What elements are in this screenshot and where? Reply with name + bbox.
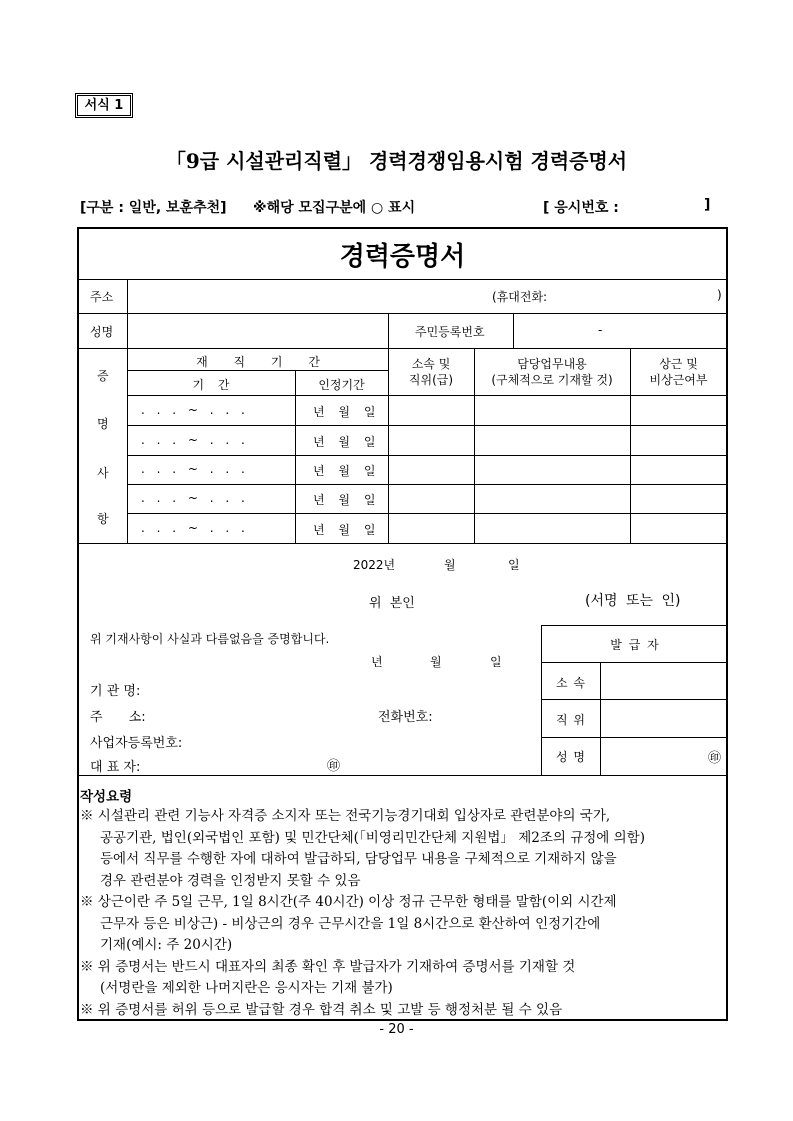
category-label: [구분 : 일반, 보훈추천] xyxy=(80,200,227,216)
biz-reg-label: 사업자등록번호: xyxy=(90,736,183,751)
issuer-dept-label: 소 속 xyxy=(556,676,585,690)
form-number-box xyxy=(75,93,133,118)
side-label-char: 증 xyxy=(97,369,109,383)
rrn-dash: - xyxy=(598,323,603,337)
address-label: 주소 xyxy=(90,290,114,304)
notes-title: 작성요령 xyxy=(80,789,133,805)
date-day: 일 xyxy=(508,558,520,572)
row-recognized: 년 월 일 xyxy=(313,523,376,537)
representative-label: 대 표 자: xyxy=(90,760,141,775)
rrn-label: 주민등록번호 xyxy=(415,325,485,339)
date-year: 2022년 xyxy=(353,558,396,572)
note-line: 경우 관련분야 경력을 인정받지 못할 수 있음 xyxy=(100,872,361,889)
note-line: 근무자 등은 비상근) - 비상근의 경우 근무시간을 1일 8시간으로 환산하여 인정기간에 xyxy=(100,915,601,932)
side-label-char: 사 xyxy=(97,466,109,480)
period-header: 재 직 기 간 xyxy=(196,355,320,369)
phone-label: (휴대전화: xyxy=(492,290,548,304)
note-line: (서명란을 제외한 나머지란은 응시자는 기재 불가) xyxy=(100,980,393,996)
exam-number-close: ] xyxy=(704,197,711,213)
org-phone-label: 전화번호: xyxy=(378,710,433,725)
form-number: 서식 1 xyxy=(77,95,131,116)
fulltime-header-2: 비상근여부 xyxy=(649,373,708,387)
exam-number-label: [ 응시번호 : xyxy=(543,200,619,216)
row-period: . . . ~ . . . xyxy=(141,521,245,535)
row-period: . . . ~ . . . xyxy=(141,491,245,505)
certificate-heading: 경력증명서 xyxy=(339,242,466,272)
date-month: 월 xyxy=(444,558,456,572)
row-recognized: 년 월 일 xyxy=(313,464,376,478)
duties-header-2: (구체적으로 기재할 것) xyxy=(491,373,613,387)
duties-header-1: 담당업무내용 xyxy=(517,357,587,371)
org-address-label: 주 소: xyxy=(90,710,146,725)
issuer-position-label: 직 위 xyxy=(556,713,585,727)
period-subheader: 기 간 xyxy=(192,378,230,392)
recognized-period-header: 인정기간 xyxy=(318,378,365,392)
notes-list xyxy=(80,806,725,1021)
certify-statement: 위 기재사항이 사실과 다름없음을 증명합니다. xyxy=(90,632,330,646)
sign-label: (서명 또는 인) xyxy=(585,593,681,609)
issuer-name-label: 성 명 xyxy=(556,750,585,764)
self-label: 위 본인 xyxy=(369,596,415,611)
fulltime-header-1: 상근 및 xyxy=(659,357,698,371)
affiliation-header-1: 소속 및 xyxy=(411,357,451,371)
side-label-char: 항 xyxy=(97,512,109,526)
row-period: . . . ~ . . . xyxy=(141,462,245,476)
issuer-box-title: 발 급 자 xyxy=(610,638,659,652)
note-line: ※ 위 증명서를 허위 등으로 발급할 경우 합격 취소 및 고발 등 행정처분 될 수 있음 xyxy=(80,1001,563,1018)
issuer-seal-mark: ㊞ xyxy=(708,751,722,766)
side-label-char: 명 xyxy=(97,417,109,431)
row-period: . . . ~ . . . xyxy=(141,403,245,417)
document-title: 「9급 시설관리직렬」 경력경쟁임용시험 경력증명서 xyxy=(165,149,628,173)
cert-date-year: 년 xyxy=(371,655,383,669)
marking-note: ※해당 모집구분에 ○ 표시 xyxy=(253,200,416,216)
seal-mark: ㊞ xyxy=(327,759,341,774)
note-line: ※ 위 증명서는 반드시 대표자의 최종 확인 후 발급자가 기재하여 증명서를 기재할 것 xyxy=(80,958,576,975)
org-name-label: 기 관 명: xyxy=(90,684,141,699)
affiliation-header-2: 직위(급) xyxy=(408,373,454,387)
row-recognized: 년 월 일 xyxy=(313,405,376,419)
row-period: . . . ~ . . . xyxy=(141,433,245,447)
cert-date-day: 일 xyxy=(490,655,502,669)
page-number: - 20 - xyxy=(379,1022,414,1037)
note-line: 공공기관, 법인(외국법인 포함) 및 민간단체(「비영리민간단체 지원법」 제2조의 규정에 의함) xyxy=(100,829,645,846)
row-recognized: 년 월 일 xyxy=(313,493,376,507)
note-line: 등에서 직무를 수행한 자에 대하여 발급하되, 담당업무 내용을 구체적으로 기재하지 않을 xyxy=(100,851,617,867)
row-recognized: 년 월 일 xyxy=(313,435,376,449)
name-label: 성명 xyxy=(90,325,114,339)
cert-date-month: 월 xyxy=(430,655,442,669)
note-line: ※ 시설관리 관련 기능사 자격증 소지자 또는 전국기능경기대회 입상자로 관련분야의 국가, xyxy=(80,808,611,824)
phone-close: ) xyxy=(717,288,722,302)
note-line: 기재(예시: 주 20시간) xyxy=(100,937,233,953)
note-line: ※ 상근이란 주 5일 근무, 1일 8시간(주 40시간) 이상 정규 근무한 형태를 말함(이외 시간제 xyxy=(80,894,617,910)
